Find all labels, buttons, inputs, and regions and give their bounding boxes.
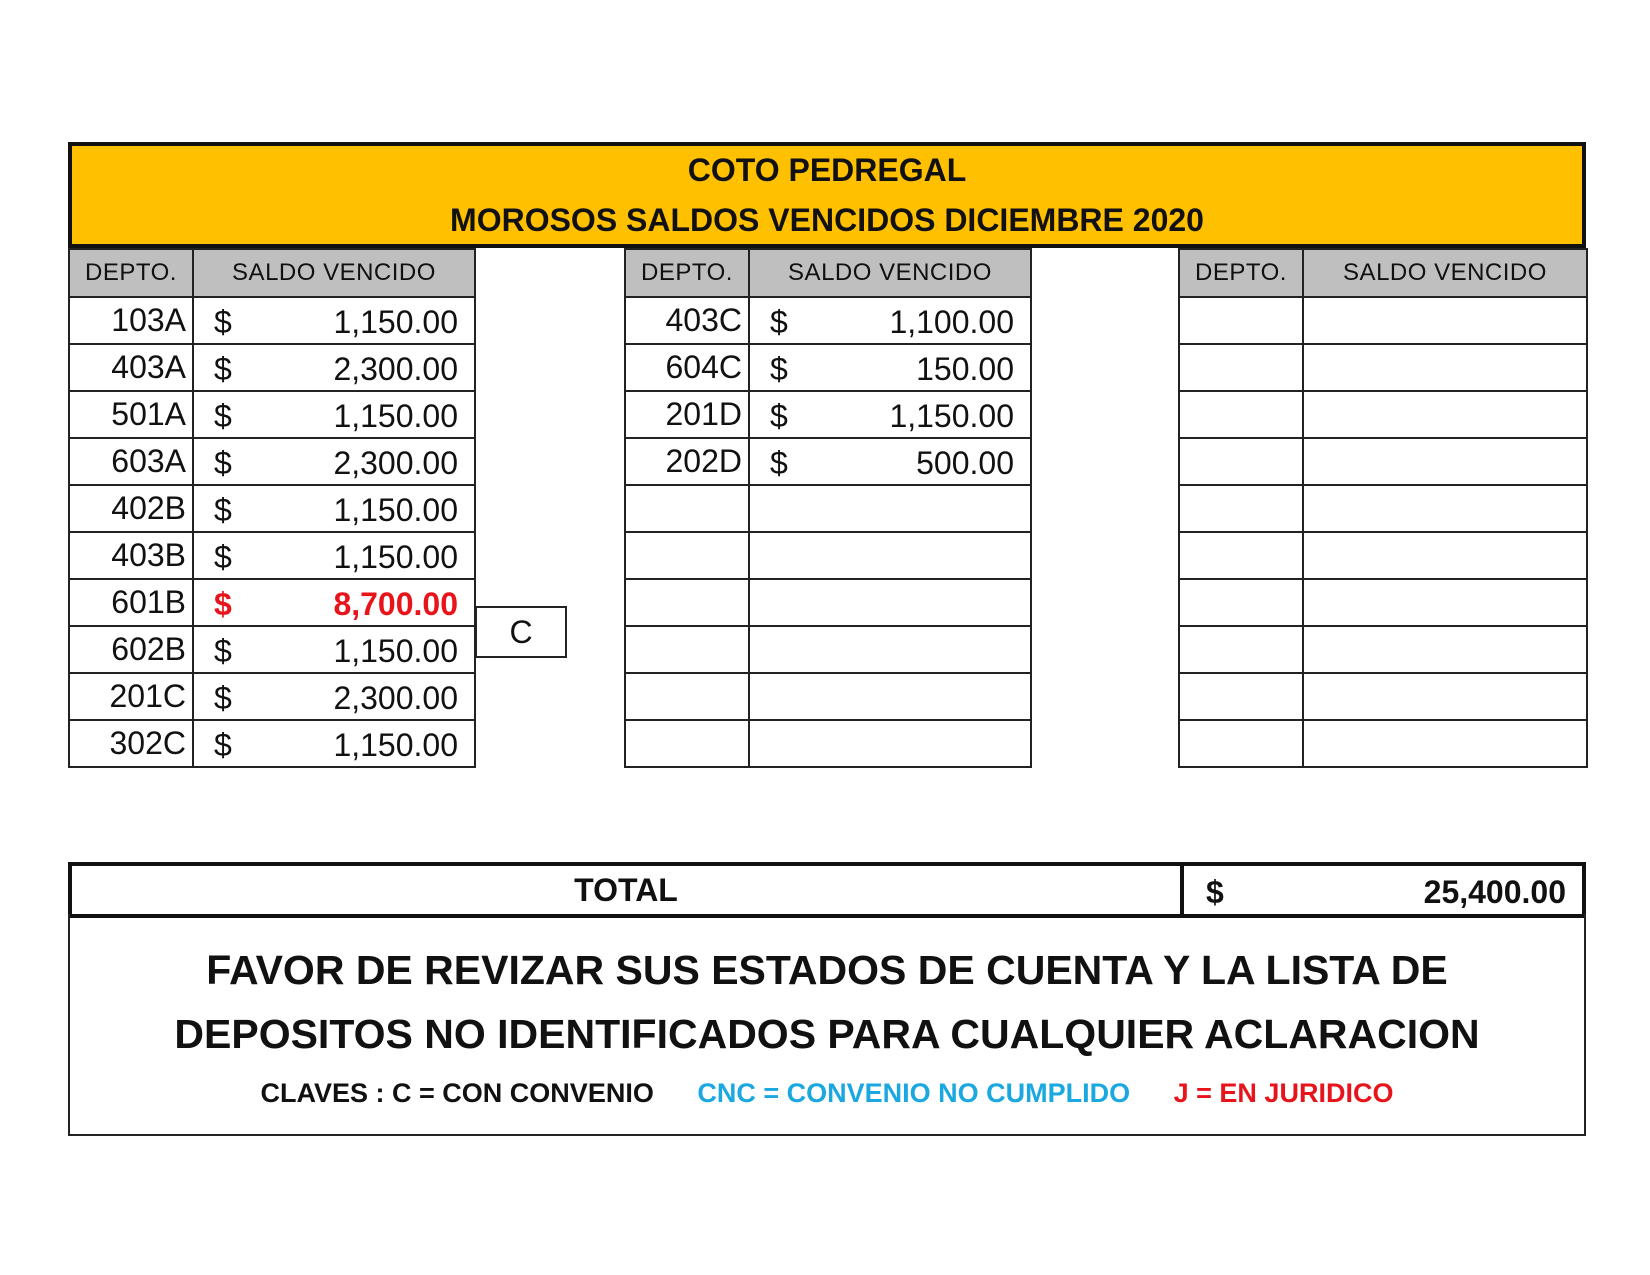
- saldo-cell: [1303, 579, 1587, 626]
- saldo-amount: 500.00: [916, 445, 1014, 481]
- clave-cnc-legend: CNC = CONVENIO NO CUMPLIDO: [697, 1078, 1131, 1108]
- report-header: [68, 142, 1586, 248]
- depto-cell: 402B: [69, 485, 193, 532]
- currency-symbol: $: [770, 398, 788, 434]
- saldo-column-header: SALDO VENCIDO: [1303, 249, 1587, 297]
- saldo-cell: [1303, 485, 1587, 532]
- currency-symbol: $: [214, 351, 232, 387]
- depto-cell: [625, 626, 749, 673]
- depto-cell: [1179, 673, 1303, 720]
- saldo-cell: [749, 297, 1031, 344]
- saldo-amount: 1,150.00: [333, 539, 458, 575]
- saldo-cell: [749, 532, 1031, 579]
- saldo-amount: 1,150.00: [333, 727, 458, 763]
- saldo-amount: 2,300.00: [333, 445, 458, 481]
- depto-cell: [1179, 344, 1303, 391]
- depto-cell: [1179, 579, 1303, 626]
- currency-symbol: $: [214, 539, 232, 575]
- table-row: [625, 579, 1031, 626]
- currency-symbol: $: [214, 398, 232, 434]
- saldo-cell: [1303, 438, 1587, 485]
- saldo-cell: [749, 485, 1031, 532]
- table-row: [69, 532, 475, 579]
- saldo-amount: 1,150.00: [333, 633, 458, 669]
- overdue-table-3: [1178, 248, 1588, 768]
- table-row: [69, 344, 475, 391]
- depto-cell: 604C: [625, 344, 749, 391]
- notice-line-2: DEPOSITOS NO IDENTIFICADOS PARA CUALQUIER ACLARACION: [174, 1011, 1480, 1057]
- saldo-cell: [1303, 344, 1587, 391]
- overdue-table-1: [68, 248, 476, 768]
- table-row: [1179, 673, 1587, 720]
- table-header-row: [625, 249, 1031, 297]
- table-row: [1179, 438, 1587, 485]
- saldo-cell: [193, 720, 475, 767]
- table-row: [1179, 391, 1587, 438]
- notice-box: [68, 914, 1586, 1136]
- table-row: [625, 391, 1031, 438]
- table-row: [625, 532, 1031, 579]
- currency-symbol: $: [214, 304, 232, 340]
- saldo-cell: [1303, 673, 1587, 720]
- table-row: [69, 673, 475, 720]
- table-row: [69, 297, 475, 344]
- saldo-cell: [193, 626, 475, 673]
- saldo-amount: 2,300.00: [333, 680, 458, 716]
- currency-symbol: $: [770, 304, 788, 340]
- saldo-amount: 1,150.00: [333, 304, 458, 340]
- depto-cell: [1179, 720, 1303, 767]
- depto-cell: [1179, 532, 1303, 579]
- saldo-cell: [193, 579, 475, 626]
- table-row: [69, 579, 475, 626]
- saldo-cell: [1303, 720, 1587, 767]
- depto-cell: [1179, 626, 1303, 673]
- table-row: [1179, 344, 1587, 391]
- saldo-amount: 1,150.00: [333, 492, 458, 528]
- table-row: [1179, 297, 1587, 344]
- saldo-amount: 1,150.00: [333, 398, 458, 434]
- table-row: [1179, 579, 1587, 626]
- table-row: [69, 391, 475, 438]
- depto-cell: 201D: [625, 391, 749, 438]
- total-amount: 25,400.00: [1423, 874, 1566, 910]
- table-row: [625, 344, 1031, 391]
- depto-column-header: DEPTO.: [625, 249, 749, 297]
- saldo-column-header: SALDO VENCIDO: [193, 249, 475, 297]
- depto-column-header: DEPTO.: [1179, 249, 1303, 297]
- saldo-amount: 150.00: [916, 351, 1014, 387]
- depto-cell: 403C: [625, 297, 749, 344]
- table-row: [625, 438, 1031, 485]
- currency-symbol: $: [214, 633, 232, 669]
- saldo-column-header: SALDO VENCIDO: [749, 249, 1031, 297]
- currency-symbol: $: [214, 680, 232, 716]
- overdue-table-2: [624, 248, 1032, 768]
- clave-c-legend: CLAVES : C = CON CONVENIO: [260, 1078, 654, 1108]
- depto-cell: [1179, 438, 1303, 485]
- table-header-row: [1179, 249, 1587, 297]
- depto-cell: [625, 579, 749, 626]
- depto-cell: [625, 485, 749, 532]
- saldo-cell: [193, 532, 475, 579]
- depto-cell: 403B: [69, 532, 193, 579]
- table-row: [1179, 532, 1587, 579]
- saldo-cell: [193, 485, 475, 532]
- clave-j-legend: J = EN JURIDICO: [1173, 1078, 1394, 1108]
- currency-symbol: $: [214, 492, 232, 528]
- saldo-cell: [749, 579, 1031, 626]
- currency-symbol: $: [770, 351, 788, 387]
- table-row: [625, 485, 1031, 532]
- saldo-cell: [749, 438, 1031, 485]
- table-row: [1179, 485, 1587, 532]
- saldo-cell: [1303, 391, 1587, 438]
- saldo-cell: [749, 626, 1031, 673]
- report-title: COTO PEDREGAL: [687, 152, 967, 188]
- saldo-cell: [193, 673, 475, 720]
- table-row: [625, 673, 1031, 720]
- table-row: [625, 297, 1031, 344]
- depto-cell: [1179, 391, 1303, 438]
- table-row: [69, 626, 475, 673]
- table-header-row: [69, 249, 475, 297]
- table-row: [1179, 720, 1587, 767]
- saldo-cell: [749, 344, 1031, 391]
- depto-cell: 603A: [69, 438, 193, 485]
- depto-cell: 302C: [69, 720, 193, 767]
- depto-cell: 201C: [69, 673, 193, 720]
- report-subtitle: MOROSOS SALDOS VENCIDOS DICIEMBRE 2020: [450, 202, 1204, 238]
- notice-line-1: FAVOR DE REVIZAR SUS ESTADOS DE CUENTA Y LA LISTA DE: [206, 947, 1448, 993]
- depto-cell: [1179, 485, 1303, 532]
- depto-cell: 403A: [69, 344, 193, 391]
- depto-cell: 202D: [625, 438, 749, 485]
- currency-symbol: $: [770, 445, 788, 481]
- saldo-cell: [749, 391, 1031, 438]
- depto-cell: [625, 673, 749, 720]
- table-row: [1179, 626, 1587, 673]
- table-row: [625, 720, 1031, 767]
- saldo-amount: 2,300.00: [333, 351, 458, 387]
- claves-legend: [70, 1078, 1584, 1109]
- saldo-cell: [1303, 626, 1587, 673]
- depto-cell: [625, 532, 749, 579]
- currency-symbol: $: [214, 445, 232, 481]
- saldo-amount: 8,700.00: [333, 586, 458, 622]
- depto-cell: 601B: [69, 579, 193, 626]
- saldo-cell: [1303, 532, 1587, 579]
- saldo-cell: [749, 720, 1031, 767]
- depto-cell: [625, 720, 749, 767]
- saldo-amount: 1,150.00: [889, 398, 1014, 434]
- notice-message: [70, 938, 1584, 1066]
- depto-cell: 501A: [69, 391, 193, 438]
- table-row: [69, 438, 475, 485]
- currency-symbol: $: [214, 727, 232, 763]
- saldo-cell: [749, 673, 1031, 720]
- depto-cell: 103A: [69, 297, 193, 344]
- saldo-cell: [193, 297, 475, 344]
- saldo-cell: [1303, 297, 1587, 344]
- table-row: [69, 720, 475, 767]
- clave-cell: C: [475, 606, 567, 658]
- total-row: [68, 862, 1586, 918]
- depto-column-header: DEPTO.: [69, 249, 193, 297]
- depto-cell: 602B: [69, 626, 193, 673]
- total-label: TOTAL: [72, 866, 1184, 914]
- saldo-cell: [193, 438, 475, 485]
- total-value: [1184, 866, 1582, 914]
- saldo-cell: [193, 391, 475, 438]
- depto-cell: [1179, 297, 1303, 344]
- table-row: [69, 485, 475, 532]
- total-currency: $: [1206, 874, 1224, 910]
- saldo-amount: 1,100.00: [889, 304, 1014, 340]
- saldo-cell: [193, 344, 475, 391]
- currency-symbol: $: [214, 586, 232, 622]
- table-row: [625, 626, 1031, 673]
